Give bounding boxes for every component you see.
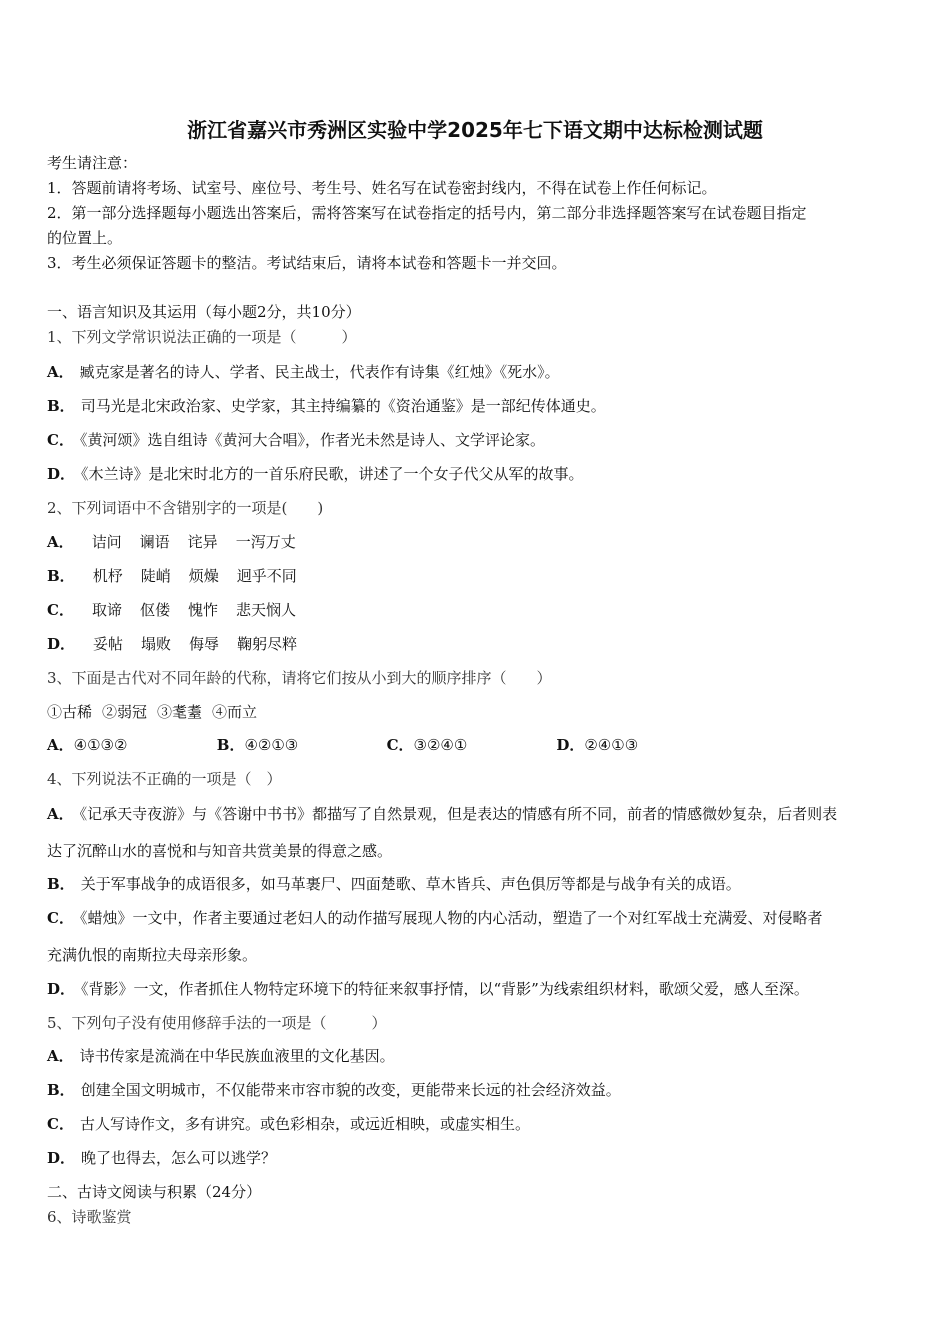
question-stem: 6、诗歌鉴赏 xyxy=(47,1208,132,1226)
option-b: B． 机杼 陡峭 烦燥 迥乎不同 xyxy=(47,567,297,585)
question-stem: 1、下列文学常识说法正确的一项是（ ） xyxy=(47,328,357,346)
notice-item: 3．考生必须保证答题卡的整洁。考试结束后，请将本试卷和答题卡一并交回。 xyxy=(47,254,567,272)
option-a: A． 《记承天寺夜游》与《答谢中书书》都描写了自然景观，但是表达的情感有所不同，前者的情感微妙复杂，后者则表 xyxy=(47,805,838,823)
option-b: B． 关于军事战争的成语很多，如马革裹尸、四面楚歌、草木皆兵、声色俱厉等都是与战争有关的成语。 xyxy=(47,875,741,893)
choice-row xyxy=(47,735,721,755)
notice-item: 的位置上。 xyxy=(47,229,123,247)
option-b: B． 创建全国文明城市，不仅能带来市容市貌的改变，更能带来长远的社会经济效益。 xyxy=(47,1081,621,1099)
option-d: D．②④①③ xyxy=(556,736,639,754)
option-d: D． 《背影》一文，作者抓住人物特定环境下的特征来叙事抒情，以“背影”为线索组织材料，歌颂父爱，感人至深。 xyxy=(47,980,809,998)
option-c: C．③②④① xyxy=(386,736,468,754)
option-c: C． 《黄河颂》选自组诗《黄河大合唱》，作者光未然是诗人、文学评论家。 xyxy=(47,431,545,449)
notice-item: 2．第一部分选择题每小题选出答案后，需将答案写在试卷指定的括号内，第二部分非选择题答案写在试卷题目指定 xyxy=(47,204,807,222)
option-d: D． 《木兰诗》是北宋时北方的一首乐府民歌，讲述了一个女子代父从军的故事。 xyxy=(47,465,584,483)
option-a: A． 诗书传家是流淌在中华民族血液里的文化基因。 xyxy=(47,1047,395,1065)
option-b: B．④②①③ xyxy=(216,736,299,754)
notice-heading: 考生请注意： xyxy=(47,154,138,172)
question-stem: 5、下列句子没有使用修辞手法的一项是（ ） xyxy=(47,1014,387,1032)
option-a: A．④①③② xyxy=(47,736,128,754)
age-terms: ①古稀 ②弱冠 ③耄耋 ④而立 xyxy=(47,703,258,721)
option-c: C． 取谛 伛偻 愧怍 悲天悯人 xyxy=(47,601,297,619)
section-heading: 二、古诗文阅读与积累（24分） xyxy=(47,1183,262,1201)
option-c: C． 古人写诗作文，多有讲究。或色彩相杂，或远近相映，或虚实相生。 xyxy=(47,1115,530,1133)
option-b: B． 司马光是北宋政治家、史学家，其主持编纂的《资治通鉴》是一部纪传体通史。 xyxy=(47,397,606,415)
option-c: C． 《蜡烛》一文中，作者主要通过老妇人的动作描写展现人物的内心活动，塑造了一个对红军战士充满爱、对侵略者 xyxy=(47,909,823,927)
page-title: 浙江省嘉兴市秀洲区实验中学2025年七下语文期中达标检测试题 xyxy=(187,118,763,142)
question-stem: 3、下面是古代对不同年龄的代称，请将它们按从小到大的顺序排序（ ） xyxy=(47,669,552,687)
option-d: D． 妥帖 塌败 侮辱 鞠躬尽粹 xyxy=(47,635,298,653)
option-a-continued: 达了沉醉山水的喜悦和与知音共赏美景的得意之感。 xyxy=(47,842,393,860)
option-c-continued: 充满仇恨的南斯拉夫母亲形象。 xyxy=(47,946,258,964)
option-a: A． 诘问 谰语 诧异 一泻万丈 xyxy=(47,533,296,551)
notice-item: 1．答题前请将考场、试室号、座位号、考生号、姓名写在试卷密封线内，不得在试卷上作任何标记。 xyxy=(47,179,717,197)
question-stem: 4、下列说法不正确的一项是（ ） xyxy=(47,770,282,788)
option-d: D． 晚了也得去，怎么可以逃学？ xyxy=(47,1149,277,1167)
option-a: A． 臧克家是著名的诗人、学者、民主战士，代表作有诗集《红烛》《死水》。 xyxy=(47,363,560,381)
section-heading: 一、语言知识及其运用（每小题2分，共10分） xyxy=(47,303,361,321)
question-stem: 2、下列词语中不含错别字的一项是( ) xyxy=(47,499,324,517)
